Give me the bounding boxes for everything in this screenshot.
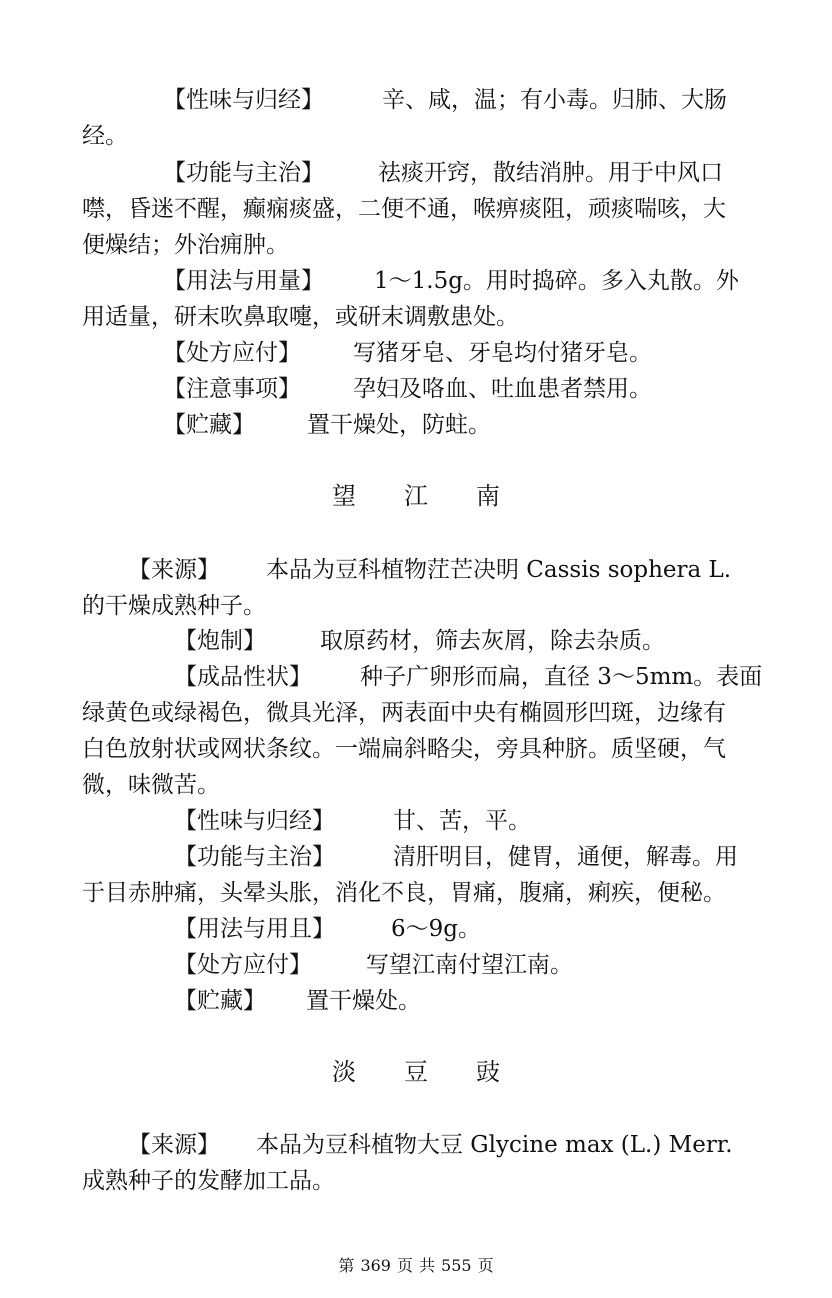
s2-storage-text: 置干燥处。 (306, 988, 421, 1014)
s2-source-text: 本品为豆科植物茳芒决明 Cassis sophera L. (266, 557, 732, 583)
s2-rx-line (0, 947, 832, 983)
s1-usage-text: 1～1.5g。用时捣碎。多入丸散。外 (374, 268, 739, 294)
s2-char-line-2: 绿黄色或绿褐色，微具光泽，两表面中央有椭圆形凹斑，边缘有 (82, 700, 726, 726)
s1-flavor-text: 辛、咸，温；有小毒。归肺、大肠 (382, 87, 727, 113)
s2-title-char: 南 (476, 482, 500, 510)
s1-caution-text: 孕妇及咯血、吐血患者禁用。 (353, 376, 652, 402)
s2-rx-text: 写望江南付望江南。 (366, 952, 573, 978)
s2-process-text: 取原药材，筛去灰屑，除去杂质。 (320, 628, 665, 654)
s2-title-char: 江 (404, 482, 428, 510)
s1-caution-line (0, 371, 832, 407)
footer-word: 页 (396, 1256, 413, 1275)
s2-title-char: 望 (332, 482, 356, 510)
s2-flavor-label: 【性味与归经】 (174, 808, 335, 834)
s2-char-line-3: 白色放射状或网状条纹。一端扁斜略尖，旁具种脐。质坚硬，气 (82, 736, 726, 762)
footer-word: 共 (419, 1256, 436, 1275)
s2-usage-line (0, 911, 832, 947)
s2-flavor-line (0, 803, 832, 839)
s2-rx-label: 【处方应付】 (174, 952, 312, 978)
s2-function-line (0, 839, 832, 875)
s1-function-line-3: 便燥结；外治痈肿。 (82, 232, 289, 258)
s3-source-line (0, 1127, 832, 1163)
s3-source-label: 【来源】 (128, 1132, 220, 1158)
s2-flavor-text: 甘、苦，平。 (393, 808, 531, 834)
s3-source-line-2: 成熟种子的发酵加工品。 (82, 1168, 335, 1194)
page-footer (0, 1254, 832, 1278)
s1-storage-text: 置干燥处，防蛀。 (307, 412, 491, 438)
s1-function-label: 【功能与主治】 (163, 160, 324, 186)
s1-function-line-2: 噤，昏迷不醒，癫痫痰盛，二便不通，喉痹痰阻，顽痰喘咳，大 (82, 196, 726, 222)
s2-function-label: 【功能与主治】 (174, 844, 335, 870)
footer-word: 页 (477, 1256, 494, 1275)
s1-flavor-line (0, 82, 832, 118)
s1-usage-line (0, 263, 832, 299)
s1-storage-label: 【贮藏】 (163, 412, 255, 438)
s2-char-line-4: 微，味微苦。 (82, 772, 220, 798)
footer-word: 第 (338, 1256, 355, 1275)
s2-source-line (0, 552, 832, 588)
s2-process-line (0, 623, 832, 659)
s1-function-line (0, 155, 832, 191)
s2-source-label: 【来源】 (128, 557, 220, 583)
s2-char-text: 种子广卵形而扁，直径 3～5mm。表面 (360, 664, 763, 690)
s1-usage-line-2: 用适量，研末吹鼻取嚏，或研末调敷患处。 (82, 304, 519, 330)
s2-char-label: 【成品性状】 (174, 664, 312, 690)
s2-source-line-2: 的干燥成熟种子。 (82, 593, 266, 619)
s1-usage-label: 【用法与用量】 (163, 268, 324, 294)
s1-rx-text: 写猪牙皂、牙皂均付猪牙皂。 (353, 340, 652, 366)
s1-rx-line (0, 335, 832, 371)
s2-usage-label: 【用法与用且】 (174, 916, 335, 942)
s2-function-line-2: 于目赤肿痛，头晕头胀，消化不良，胃痛，腹痛，痢疾，便秘。 (82, 880, 726, 906)
s1-flavor-label: 【性味与归经】 (163, 87, 324, 113)
s2-storage-line (0, 983, 832, 1019)
s3-title-char: 淡 (332, 1058, 356, 1086)
s1-flavor-line-2: 经。 (82, 123, 128, 149)
s1-function-text: 祛痰开窍，散结消肿。用于中风口 (378, 160, 723, 186)
s2-function-text: 清肝明目，健胃，通便，解毒。用 (393, 844, 738, 870)
s2-storage-label: 【贮藏】 (174, 988, 266, 1014)
total-page-number: 555 (441, 1256, 472, 1275)
s2-title (0, 478, 832, 514)
s2-char-line (0, 659, 832, 695)
s1-rx-label: 【处方应付】 (163, 340, 301, 366)
s3-title (0, 1054, 832, 1090)
s2-usage-text: 6～9g。 (391, 916, 481, 942)
s3-source-text: 本品为豆科植物大豆 Glycine max (L.) Merr. (256, 1132, 733, 1158)
current-page-number: 369 (360, 1256, 391, 1275)
s1-storage-line (0, 407, 832, 443)
s3-title-char: 豉 (476, 1058, 500, 1086)
s3-title-char: 豆 (404, 1058, 428, 1086)
s1-caution-label: 【注意事项】 (163, 376, 301, 402)
s2-process-label: 【炮制】 (174, 628, 266, 654)
